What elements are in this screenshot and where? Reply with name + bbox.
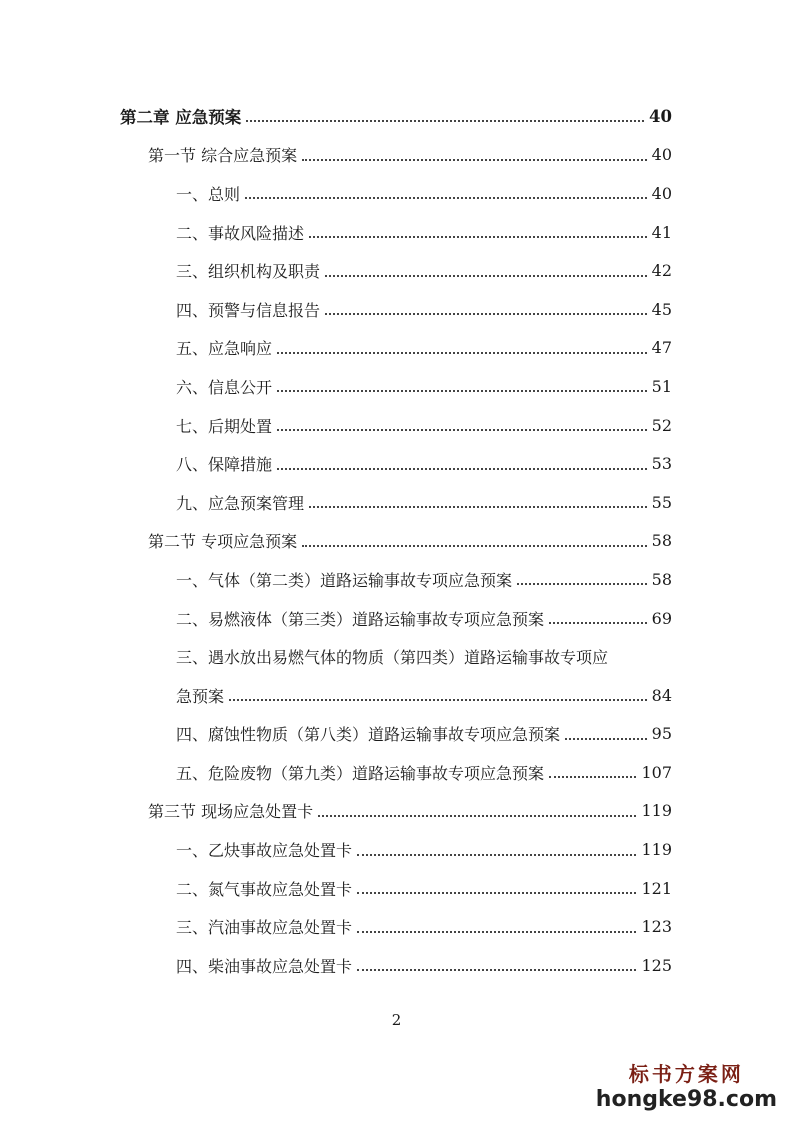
- toc-item[interactable]: [0, 869, 793, 908]
- toc-title: 一、乙炔事故应急处置卡: [176, 841, 353, 861]
- toc-section-1[interactable]: [0, 136, 793, 175]
- toc-item[interactable]: [0, 251, 793, 290]
- toc-title: 三、汽油事故应急处置卡: [176, 918, 353, 938]
- toc-leader: [357, 931, 636, 933]
- toc-title: 第一节 综合应急预案: [148, 146, 298, 166]
- toc-page: 42: [651, 261, 672, 281]
- toc-page: 121: [641, 878, 672, 898]
- toc-leader: [277, 468, 647, 470]
- toc-title: 六、信息公开: [176, 377, 273, 397]
- toc-page: 40: [649, 106, 672, 126]
- toc-title: 一、总则: [176, 184, 241, 204]
- toc-item[interactable]: [0, 174, 793, 213]
- toc-leader: [277, 352, 647, 354]
- toc-item[interactable]: [0, 406, 793, 445]
- toc-leader: [565, 738, 647, 740]
- toc-item-continuation[interactable]: [0, 676, 793, 715]
- toc-section-3[interactable]: [0, 792, 793, 831]
- toc-title: 七、后期处置: [176, 416, 273, 436]
- toc-leader: [357, 969, 636, 971]
- toc-title: 三、组织机构及职责: [176, 262, 321, 282]
- toc-leader: [277, 429, 647, 431]
- toc-leader: [277, 390, 647, 392]
- toc-page: 53: [651, 454, 672, 474]
- toc-item[interactable]: [0, 367, 793, 406]
- toc-page: 47: [651, 338, 672, 358]
- toc-page: 55: [651, 492, 672, 512]
- toc-item[interactable]: [0, 830, 793, 869]
- toc-leader: [245, 197, 647, 199]
- toc-page: 69: [651, 608, 672, 628]
- toc-leader: [517, 583, 647, 585]
- toc-item[interactable]: [0, 753, 793, 792]
- toc-page: 119: [641, 801, 672, 821]
- toc-title: 第二章 应急预案: [120, 108, 242, 128]
- toc-section-2[interactable]: [0, 522, 793, 561]
- toc-title: 四、柴油事故应急处置卡: [176, 956, 353, 976]
- toc-page: 52: [651, 415, 672, 435]
- watermark-cn: 标书方案网: [628, 1062, 744, 1086]
- toc-page: 51: [651, 376, 672, 396]
- toc-page: 58: [651, 531, 672, 551]
- toc-page: 45: [651, 299, 672, 319]
- toc-title: 八、保障措施: [176, 455, 273, 475]
- toc-page: 123: [641, 917, 672, 937]
- toc-title: 九、应急预案管理: [176, 493, 305, 513]
- toc-chapter[interactable]: [0, 97, 793, 136]
- toc-page: 84: [651, 685, 672, 705]
- toc-leader: [325, 275, 647, 277]
- toc-page: 41: [651, 222, 672, 242]
- toc-item[interactable]: [0, 213, 793, 252]
- toc-title: 五、应急响应: [176, 339, 273, 359]
- toc-leader: [302, 545, 647, 547]
- toc-item[interactable]: [0, 290, 793, 329]
- toc-page: 107: [641, 762, 672, 782]
- toc-item[interactable]: [0, 599, 793, 638]
- toc-title: 第三节 现场应急处置卡: [148, 802, 314, 822]
- toc-title: 二、氮气事故应急处置卡: [176, 879, 353, 899]
- toc-item[interactable]: [0, 946, 793, 985]
- toc-leader: [549, 776, 636, 778]
- toc-item[interactable]: [0, 329, 793, 368]
- toc-page: 95: [651, 724, 672, 744]
- toc-page: 125: [641, 955, 672, 975]
- toc-leader: [309, 506, 647, 508]
- toc-leader: [318, 815, 636, 817]
- toc-title: 第二节 专项应急预案: [148, 532, 298, 552]
- toc-item[interactable]: [0, 715, 793, 754]
- toc-page: 40: [651, 183, 672, 203]
- toc-title: 四、预警与信息报告: [176, 300, 321, 320]
- toc-leader: [246, 120, 644, 122]
- toc-item-wrapped[interactable]: [0, 637, 793, 676]
- toc-leader: [309, 236, 647, 238]
- toc-title: 三、遇水放出易燃气体的物质（第四类）道路运输事故专项应: [176, 648, 609, 668]
- table-of-contents: [0, 97, 793, 985]
- watermark-url: hongke98.com: [595, 1087, 777, 1112]
- toc-item[interactable]: [0, 560, 793, 599]
- toc-leader: [357, 892, 636, 894]
- page-number: 2: [391, 1011, 402, 1029]
- toc-leader: [549, 622, 647, 624]
- toc-page: 40: [651, 145, 672, 165]
- toc-leader: [357, 854, 636, 856]
- toc-leader: [229, 699, 647, 701]
- toc-page: 119: [641, 840, 672, 860]
- watermark: [596, 1058, 777, 1112]
- toc-page: 58: [651, 569, 672, 589]
- toc-item[interactable]: [0, 444, 793, 483]
- toc-title: 二、事故风险描述: [176, 223, 305, 243]
- toc-title: 四、腐蚀性物质（第八类）道路运输事故专项应急预案: [176, 725, 561, 745]
- toc-leader: [302, 159, 647, 161]
- toc-title: 二、易燃液体（第三类）道路运输事故专项应急预案: [176, 609, 545, 629]
- toc-title: 五、危险废物（第九类）道路运输事故专项应急预案: [176, 763, 545, 783]
- toc-leader: [325, 313, 647, 315]
- toc-title: 一、气体（第二类）道路运输事故专项应急预案: [176, 570, 513, 590]
- toc-item[interactable]: [0, 907, 793, 946]
- toc-item[interactable]: [0, 483, 793, 522]
- toc-title-continuation: 急预案: [176, 686, 225, 706]
